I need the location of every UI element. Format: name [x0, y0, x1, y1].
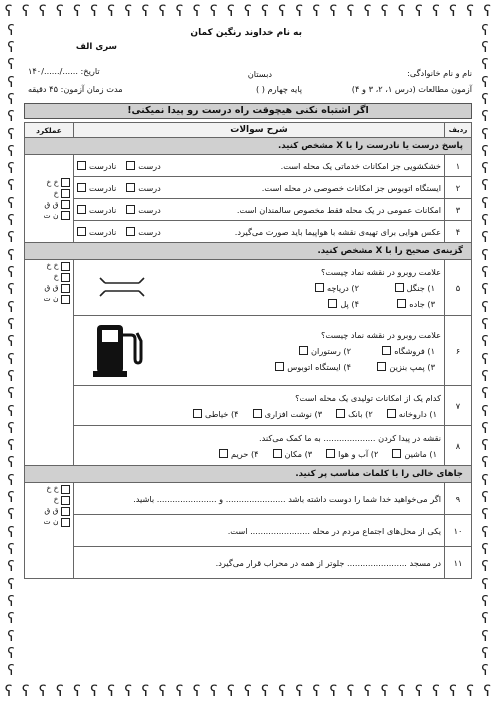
- date-label: تاریخ: ....../....../۱۴۰: [28, 66, 100, 76]
- border-ornament: ʕ: [7, 74, 15, 91]
- border-ornament: ʕ: [481, 507, 489, 524]
- border-ornament: ʕ: [481, 126, 489, 143]
- question-7: [74, 386, 445, 426]
- option-3[interactable]: [253, 409, 323, 419]
- option-label: ۳) جاده: [409, 298, 435, 309]
- question-1: [74, 155, 445, 177]
- question-10: [74, 515, 445, 547]
- border-ornament: ʕ: [209, 682, 218, 700]
- border-ornament: ʕ: [481, 334, 489, 351]
- border-ornament: ʕ: [141, 682, 150, 700]
- performance-label: ق ق: [44, 199, 59, 209]
- border-ornament: ʕ: [7, 213, 15, 230]
- question-number: ۴: [445, 221, 472, 243]
- section3-title: جاهای خالی را با کلمات مناسب پر کنید.: [25, 466, 472, 483]
- border-ornament: ʕ: [481, 611, 489, 628]
- border-ornament: ʕ: [481, 368, 489, 385]
- mc-options: [77, 409, 437, 419]
- option-4[interactable]: [219, 449, 259, 459]
- border-ornament: ʕ: [363, 2, 372, 20]
- border-ornament: ʕ: [295, 2, 303, 20]
- border-ornament: ʕ: [481, 628, 489, 645]
- performance-cell: [25, 260, 74, 466]
- checkbox[interactable]: [273, 449, 282, 458]
- checkbox[interactable]: [61, 262, 70, 271]
- mc-options: [267, 346, 435, 372]
- school-label: دبستان: [247, 69, 272, 79]
- checkbox[interactable]: [126, 161, 135, 170]
- option-label: ۱) ماشین: [404, 448, 437, 459]
- checkbox[interactable]: [326, 449, 335, 458]
- question-8: [74, 426, 445, 466]
- question-2: [74, 177, 445, 199]
- option-4[interactable]: [283, 299, 359, 309]
- grade-label: پایه چهارم ( ): [256, 84, 302, 94]
- border-ornament: ʕ: [481, 91, 489, 108]
- border-ornament: ʕ: [481, 109, 489, 126]
- option-true[interactable]: [126, 161, 161, 171]
- performance-label: ن ت: [43, 294, 59, 303]
- border-ornament: ʕ: [329, 682, 338, 700]
- checkbox[interactable]: [328, 299, 337, 308]
- border-ornament: ʕ: [7, 507, 15, 524]
- border-ornament: ʕ: [158, 2, 167, 20]
- option-label: ۳) مکان: [284, 448, 313, 459]
- checkbox[interactable]: [387, 409, 396, 418]
- option-label: ۱) فروشگاه: [394, 345, 435, 356]
- exam-header: [24, 26, 472, 102]
- col-num-header: ردیف: [445, 123, 472, 138]
- border-ornament: ʕ: [7, 161, 15, 178]
- performance-label: خ: [53, 188, 59, 198]
- question-text: امکانات عمومی در یک محله فقط مخصوص سالمندان است.: [236, 204, 441, 215]
- option-label: ۱) داروخانه: [398, 408, 437, 419]
- border-ornament: ʕ: [481, 420, 489, 437]
- border-ornament: ʕ: [107, 682, 115, 700]
- border-ornament: ʕ: [481, 472, 489, 489]
- border-ornament: ʕ: [7, 299, 15, 316]
- question-number: ۱۰: [445, 515, 472, 547]
- border-ornament: ʕ: [158, 682, 167, 700]
- border-ornament: ʕ: [7, 334, 15, 351]
- performance-label: ن ت: [43, 210, 59, 220]
- checkbox[interactable]: [395, 283, 404, 292]
- border-ornament: ʕ: [481, 57, 489, 74]
- checkbox[interactable]: [126, 183, 135, 192]
- border-ornament: ʕ: [7, 559, 15, 576]
- border-ornament: ʕ: [432, 2, 440, 20]
- border-ornament: ʕ: [7, 178, 15, 195]
- checkbox[interactable]: [61, 485, 70, 494]
- border-ornament: ʕ: [192, 682, 201, 700]
- border-ornament: ʕ: [481, 576, 489, 593]
- border-ornament: ʕ: [7, 351, 15, 368]
- border-ornament: ʕ: [7, 576, 15, 593]
- performance-label: خ: [53, 272, 59, 281]
- border-ornament: ʕ: [73, 2, 81, 20]
- border-ornament: ʕ: [7, 403, 15, 420]
- border-ornament: ʕ: [7, 368, 15, 385]
- option-false[interactable]: [77, 205, 116, 215]
- checkbox[interactable]: [61, 507, 70, 516]
- checkbox[interactable]: [392, 449, 401, 458]
- border-ornament: ʕ: [466, 682, 474, 700]
- border-ornament: ʕ: [73, 682, 81, 700]
- border-ornament: ʕ: [7, 230, 15, 247]
- gas-pump-icon: [77, 321, 147, 381]
- border-ornament: ʕ: [261, 682, 269, 700]
- border-ornament: ʕ: [7, 316, 15, 333]
- checkbox[interactable]: [382, 346, 391, 355]
- option-label: ۱) جنگل: [406, 282, 435, 293]
- question-text: کدام یک از امکانات تولیدی یک محله است؟: [295, 392, 441, 403]
- border-ornament: ʕ: [278, 2, 286, 20]
- checkbox[interactable]: [61, 178, 70, 187]
- option-label: ۳) پمپ بنزین: [389, 361, 435, 372]
- question-number: ۹: [445, 483, 472, 515]
- option-label: ۴) ایستگاه اتوبوس: [287, 361, 351, 372]
- option-3[interactable]: [273, 449, 313, 459]
- border-ornament: ʕ: [481, 403, 489, 420]
- option-label: ۳) نوشت افزاری: [264, 408, 323, 419]
- border-ornament: ʕ: [244, 682, 252, 700]
- border-ornament: ʕ: [329, 2, 338, 20]
- border-ornament: ʕ: [295, 682, 303, 700]
- question-6: [74, 316, 445, 386]
- border-ornament: ʕ: [432, 682, 440, 700]
- question-text: علامت روبرو در نقشه نماد چیست؟: [321, 266, 441, 277]
- performance-label: خ: [53, 495, 59, 504]
- border-ornament: ʕ: [397, 682, 406, 700]
- border-ornament: ʕ: [481, 39, 489, 56]
- border-ornament: ʕ: [21, 682, 30, 700]
- checkbox[interactable]: [193, 409, 202, 418]
- question-text: ایستگاه اتوبوس جز امکانات خصوصی در محله است.: [261, 182, 441, 193]
- option-true[interactable]: [126, 183, 161, 193]
- border-ornament: ʕ: [363, 682, 372, 700]
- border-ornament: ʕ: [481, 524, 489, 541]
- border-ornament: ʕ: [38, 2, 47, 20]
- border-ornament: ʕ: [7, 386, 15, 403]
- checkbox[interactable]: [77, 205, 86, 214]
- question-5: [74, 260, 445, 316]
- performance-cell: [25, 155, 74, 243]
- border-ornament: ʕ: [481, 593, 489, 610]
- option-false[interactable]: [77, 183, 116, 193]
- performance-label: خ خ: [46, 261, 59, 270]
- option-label: درست: [138, 204, 161, 215]
- option-3[interactable]: [359, 299, 435, 309]
- series-label: سری الف: [75, 42, 117, 52]
- checkbox[interactable]: [126, 205, 135, 214]
- option-true[interactable]: [126, 227, 161, 237]
- border-ornament: ʕ: [312, 682, 321, 700]
- true-false-options: [77, 227, 161, 237]
- border-ornament: ʕ: [7, 247, 15, 264]
- border-ornament: ʕ: [481, 230, 489, 247]
- option-1[interactable]: [359, 283, 435, 293]
- question-text: عکس هوایی برای تهیه‌ی نقشه با هواپیما باید صورت می‌گیرد.: [234, 226, 441, 237]
- border-ornament: ʕ: [4, 682, 13, 700]
- border-ornament: ʕ: [481, 316, 489, 333]
- question-text: خشکشویی جز امکانات خدماتی یک محله است.: [280, 160, 441, 171]
- performance-cell: [25, 483, 74, 579]
- border-ornament: ʕ: [7, 109, 15, 126]
- border-ornament: ʕ: [481, 143, 489, 160]
- border-ornament: ʕ: [481, 282, 489, 299]
- question-number: ۸: [445, 426, 472, 466]
- border-top: [0, 0, 496, 22]
- border-ornament: ʕ: [481, 490, 489, 507]
- duration-label: مدت زمان آزمون: ۴۵ دقیقه: [28, 84, 123, 94]
- border-ornament: ʕ: [209, 2, 218, 20]
- question-number: ۳: [445, 199, 472, 221]
- mc-options: [77, 449, 437, 459]
- border-ornament: ʕ: [7, 420, 15, 437]
- performance-label: خ خ: [46, 484, 59, 493]
- question-11: [74, 547, 445, 579]
- checkbox[interactable]: [336, 409, 345, 418]
- exam-label: آزمون مطالعات (درس ۱، ۲، ۳ و ۴): [351, 84, 472, 94]
- option-2[interactable]: [336, 409, 373, 419]
- checkbox[interactable]: [61, 273, 70, 282]
- col-perf-header: عملکرد: [25, 123, 74, 138]
- checkbox[interactable]: [61, 496, 70, 505]
- border-ornament: ʕ: [244, 2, 252, 20]
- option-label: نادرست: [89, 182, 117, 193]
- border-ornament: ʕ: [107, 2, 115, 20]
- border-ornament: ʕ: [278, 682, 286, 700]
- performance-label: خ خ: [46, 177, 59, 187]
- border-ornament: ʕ: [481, 178, 489, 195]
- border-ornament: ʕ: [481, 438, 489, 455]
- performance-label: ق ق: [44, 506, 59, 515]
- checkbox[interactable]: [397, 299, 406, 308]
- border-ornament: ʕ: [414, 682, 423, 700]
- border-ornament: ʕ: [7, 593, 15, 610]
- checkbox[interactable]: [126, 227, 135, 236]
- performance-label: ن ت: [43, 517, 59, 526]
- question-text: نقشه در پیدا کردن .................... به ما کمک می‌کند.: [259, 432, 441, 443]
- questions-table: [24, 122, 472, 579]
- option-true[interactable]: [126, 205, 161, 215]
- border-ornament: ʕ: [7, 611, 15, 628]
- option-4[interactable]: [267, 362, 351, 372]
- border-bottom: [0, 680, 496, 702]
- checkbox[interactable]: [253, 409, 262, 418]
- option-label: درست: [138, 182, 161, 193]
- border-ornament: ʕ: [7, 126, 15, 143]
- border-ornament: ʕ: [481, 542, 489, 559]
- border-ornament: ʕ: [380, 682, 389, 700]
- border-ornament: ʕ: [7, 57, 15, 74]
- border-ornament: ʕ: [124, 2, 133, 20]
- border-ornament: ʕ: [90, 2, 98, 20]
- border-ornament: ʕ: [7, 663, 15, 680]
- option-label: نادرست: [89, 204, 117, 215]
- checkbox[interactable]: [61, 284, 70, 293]
- border-ornament: ʕ: [481, 265, 489, 282]
- option-4[interactable]: [193, 409, 239, 419]
- border-ornament: ʕ: [7, 542, 15, 559]
- border-ornament: ʕ: [175, 682, 184, 700]
- checkbox[interactable]: [61, 518, 70, 527]
- border-ornament: ʕ: [481, 663, 489, 680]
- checkbox[interactable]: [77, 227, 86, 236]
- option-label: ۴) پل: [340, 298, 359, 309]
- border-ornament: ʕ: [481, 247, 489, 264]
- option-label: ۴) خیاطی: [205, 408, 239, 419]
- question-3: [74, 199, 445, 221]
- border-ornament: ʕ: [124, 682, 133, 700]
- option-label: درست: [138, 160, 161, 171]
- option-label: ۲) بانک: [348, 408, 373, 419]
- option-label: نادرست: [89, 226, 117, 237]
- option-label: درست: [138, 226, 161, 237]
- border-ornament: ʕ: [7, 265, 15, 282]
- option-2[interactable]: [267, 346, 351, 356]
- border-ornament: ʕ: [483, 2, 491, 20]
- question-number: ۶: [445, 316, 472, 386]
- border-ornament: ʕ: [7, 524, 15, 541]
- border-ornament: ʕ: [346, 2, 355, 20]
- option-2[interactable]: [283, 283, 359, 293]
- border-ornament: ʕ: [481, 455, 489, 472]
- checkbox[interactable]: [275, 362, 284, 371]
- basmala: به نام خداوند رنگین کمان: [190, 28, 302, 38]
- checkbox[interactable]: [299, 346, 308, 355]
- true-false-options: [77, 183, 161, 193]
- border-ornament: ʕ: [7, 282, 15, 299]
- option-false[interactable]: [77, 227, 116, 237]
- question-4: [74, 221, 445, 243]
- border-ornament: ʕ: [483, 682, 491, 700]
- border-ornament: ʕ: [7, 628, 15, 645]
- checkbox[interactable]: [61, 189, 70, 198]
- border-left: [0, 22, 22, 680]
- option-1[interactable]: [351, 346, 435, 356]
- border-ornament: ʕ: [38, 682, 47, 700]
- question-number: ۲: [445, 177, 472, 199]
- border-ornament: ʕ: [481, 386, 489, 403]
- border-ornament: ʕ: [481, 213, 489, 230]
- checkbox[interactable]: [77, 183, 86, 192]
- name-label: نام و نام خانوادگی:: [407, 68, 472, 78]
- option-label: ۲) دریاچه: [326, 282, 359, 293]
- border-ornament: ʕ: [414, 2, 423, 20]
- motto-banner: اگر اشتباه نکنی هیچوقت راه درست رو پیدا نمیکنی!: [24, 103, 472, 119]
- option-label: ۲) رستوران: [311, 345, 351, 356]
- question-text: علامت روبرو در نقشه نماد چیست؟: [321, 329, 441, 340]
- checkbox[interactable]: [77, 161, 86, 170]
- border-ornament: ʕ: [56, 682, 64, 700]
- border-ornament: ʕ: [481, 195, 489, 212]
- question-number: ۱: [445, 155, 472, 177]
- section1-title: پاسخ درست یا نادرست را با X مشخص کنید.: [25, 138, 472, 155]
- border-ornament: ʕ: [449, 2, 457, 20]
- true-false-options: [77, 161, 161, 171]
- question-text: در مسجد ....................... جلوتر از همه در محراب قرار می‌گیرد.: [215, 557, 441, 568]
- question-text: یکی از محل‌های اجتماع مردم در محله ....................... است.: [227, 525, 441, 536]
- option-label: ۲) آب و هوا: [338, 448, 379, 459]
- exam-page: [24, 26, 472, 676]
- border-ornament: ʕ: [7, 195, 15, 212]
- checkbox[interactable]: [377, 362, 386, 371]
- option-1[interactable]: [387, 409, 437, 419]
- option-label: نادرست: [89, 160, 117, 171]
- option-label: ۴) حریم: [231, 448, 259, 459]
- checkbox[interactable]: [61, 200, 70, 209]
- border-ornament: ʕ: [312, 2, 321, 20]
- border-ornament: ʕ: [192, 2, 201, 20]
- checkbox[interactable]: [219, 449, 228, 458]
- border-ornament: ʕ: [141, 2, 150, 20]
- option-false[interactable]: [77, 161, 116, 171]
- border-ornament: ʕ: [7, 472, 15, 489]
- question-number: ۱۱: [445, 547, 472, 579]
- option-2[interactable]: [326, 449, 378, 459]
- border-ornament: ʕ: [481, 559, 489, 576]
- border-ornament: ʕ: [7, 645, 15, 662]
- option-3[interactable]: [351, 362, 435, 372]
- border-ornament: ʕ: [175, 2, 184, 20]
- border-ornament: ʕ: [7, 91, 15, 108]
- border-ornament: ʕ: [481, 299, 489, 316]
- border-ornament: ʕ: [449, 682, 457, 700]
- performance-label: ق ق: [44, 283, 59, 292]
- border-ornament: ʕ: [7, 490, 15, 507]
- question-number: ۷: [445, 386, 472, 426]
- question-9: [74, 483, 445, 515]
- question-text: اگر می‌خواهید خدا شما را دوست داشته باشد ....................... و ....................... باشید.: [133, 493, 441, 504]
- checkbox[interactable]: [315, 283, 324, 292]
- checkbox[interactable]: [61, 211, 70, 220]
- border-ornament: ʕ: [261, 2, 269, 20]
- section2-title: گزینه‌ی صحیح را با X مشخص کنید.: [25, 243, 472, 260]
- border-ornament: ʕ: [481, 74, 489, 91]
- border-ornament: ʕ: [7, 39, 15, 56]
- true-false-options: [77, 205, 161, 215]
- border-ornament: ʕ: [7, 22, 15, 39]
- border-ornament: ʕ: [397, 2, 406, 20]
- col-desc-header: شرح سوالات: [74, 123, 445, 138]
- border-ornament: ʕ: [4, 2, 13, 20]
- option-1[interactable]: [392, 449, 437, 459]
- border-ornament: ʕ: [380, 2, 389, 20]
- border-ornament: ʕ: [7, 143, 15, 160]
- border-ornament: ʕ: [346, 682, 355, 700]
- border-right: [474, 22, 496, 680]
- border-ornament: ʕ: [90, 682, 98, 700]
- bridge-symbol-icon: [77, 274, 147, 302]
- border-ornament: ʕ: [481, 645, 489, 662]
- border-ornament: ʕ: [226, 2, 235, 20]
- border-ornament: ʕ: [56, 2, 64, 20]
- border-ornament: ʕ: [481, 22, 489, 39]
- border-ornament: ʕ: [466, 2, 474, 20]
- question-number: ۵: [445, 260, 472, 316]
- border-ornament: ʕ: [7, 438, 15, 455]
- checkbox[interactable]: [61, 295, 70, 304]
- mc-options: [283, 283, 435, 309]
- border-ornament: ʕ: [481, 351, 489, 368]
- border-ornament: ʕ: [21, 2, 30, 20]
- border-ornament: ʕ: [7, 455, 15, 472]
- border-ornament: ʕ: [481, 161, 489, 178]
- border-ornament: ʕ: [226, 682, 235, 700]
